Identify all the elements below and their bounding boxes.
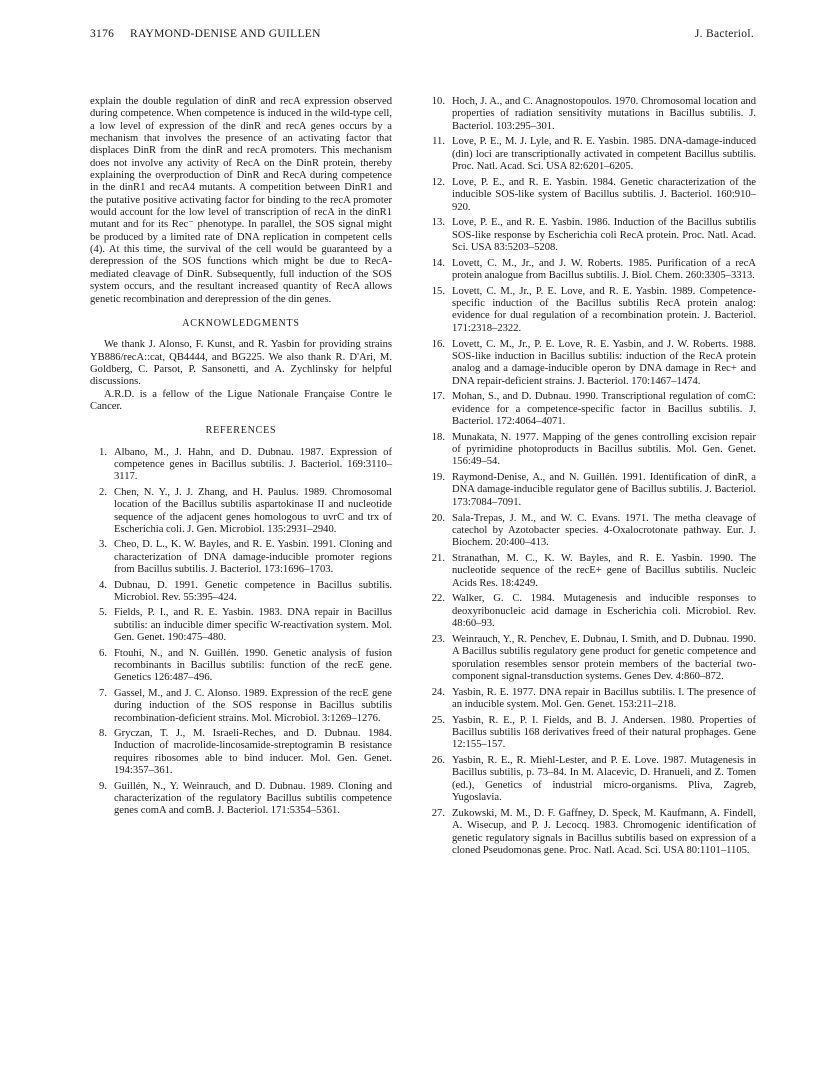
- reference-item: 10. Hoch, J. A., and C. Anagnostopoulos. 1970. Chromosomal location and properties of radiation sensitivity mutations in Bacillus subtilis. J. Bacteriol. 103:295–301.: [431, 96, 756, 132]
- reference-item: 25. Yasbin, R. E., P. I. Fields, and B. J. Andersen. 1980. Properties of Bacillus subtilis 168 derivatives freed of their natural prophages. Gene 12:155–157.: [431, 714, 756, 751]
- page-number: 3176: [90, 28, 115, 40]
- reference-item: 11. Love, P. E., M. J. Lyle, and R. E. Yasbin. 1985. DNA-damage-induced (din) loci are transcriptionally activated in competent Bacillus subtilis. Proc. Natl. Acad. Sci. USA 82:6201–6205.: [432, 136, 756, 173]
- reference-item: 4. Dubnau, D. 1991. Genetic competence in Bacillus subtilis. Microbiol. Rev. 55:395–424.: [99, 579, 392, 603]
- page-header: [90, 28, 754, 44]
- reference-item: 13. Love, P. E., and R. E. Yasbin. 1986. Induction of the Bacillus subtilis SOS-like response by Escherichia coli RecA protein. Proc. Natl. Acad. Sci. USA 83:5203–5208.: [431, 217, 756, 253]
- reference-item: 7. Gassel, M., and J. C. Alonso. 1989. Expression of the recE gene during induction of the SOS response in Bacillus subtilis recombination-deficient strains. Mol. Microbiol. 3:1269–1276.: [99, 687, 392, 724]
- running-title: RAYMOND-DENISE AND GUILLEN: [130, 28, 321, 40]
- reference-item: 18. Munakata, N. 1977. Mapping of the genes controlling excision repair of pyrimidine photoproducts in Bacillus subtilis. Mol. Gen. Genet. 156:49–54.: [431, 431, 756, 468]
- reference-item: 5. Fields, P. I., and R. E. Yasbin. 1983. DNA repair in Bacillus subtilis: an inducible dimer specific W-reactivation system. Mol. Gen. Genet. 190:475–480.: [99, 607, 392, 644]
- reference-item: 21. Stranathan, M. C., K. W. Bayles, and R. E. Yasbin. 1990. The nucleotide sequence of the recE+ gene of Bacillus subtilis. Nucleic Acids Res. 18:4249.: [431, 552, 756, 589]
- reference-item: 3. Cheo, D. L., K. W. Bayles, and R. E. Yasbin. 1991. Cloning and characterization of DNA damage-inducible promoter regions from Bacillus subtilis. J. Bacteriol. 173:1696–1703.: [99, 539, 392, 576]
- reference-item: 19. Raymond-Denise, A., and N. Guillén. 1991. Identification of dinR, a DNA damage-inducible regulator gene of Bacillus subtilis. J. Bacteriol. 173:7084–7091.: [431, 472, 756, 508]
- reference-item: 9. Guillén, N., Y. Weinrauch, and D. Dubnau. 1989. Cloning and characterization of the regulatory Bacillus subtilis competence genes comA and comB. J. Bacteriol. 171:5354–5361.: [99, 780, 392, 817]
- acknowledgments-paragraph: A.R.D. is a fellow of the Ligue Nationale Française Contre le Cancer.: [90, 388, 392, 412]
- reference-item: 20. Sala-Trepas, J. M., and W. C. Evans. 1971. The metha cleavage of catechol by Azotobacter species. 4-Oxalocrotonate pathway. Eur. J. Biochem. 20:400–413.: [431, 512, 756, 549]
- reference-item: 24. Yasbin, R. E. 1977. DNA repair in Bacillus subtilis. I. The presence of an inducible system. Mol. Gen. Genet. 153:211–218.: [431, 686, 756, 710]
- reference-item: 1. Albano, M., J. Hahn, and D. Dubnau. 1987. Expression of competence genes in Bacillus subtilis. J. Bacteriol. 169:3110–3117.: [99, 446, 392, 483]
- reference-item: 2. Chen, N. Y., J. J. Zhang, and H. Paulus. 1989. Chromosomal location of the Bacillus subtilis aspartokinase II and nucleotide sequence of the adjacent genes homologous to uvrC and trx of Escherichia coli. J. Gen. Microbiol. 135:2931–2940.: [99, 486, 392, 535]
- right-column: [428, 96, 756, 861]
- reference-item: 14. Lovett, C. M., Jr., and J. W. Roberts. 1985. Purification of a recA protein analogue from Bacillus subtilis. J. Biol. Chem. 260:3305–3313.: [431, 257, 756, 282]
- reference-item: 27. Zukowski, M. M., D. F. Gaffney, D. Speck, M. Kaufmann, A. Findell, A. Wisecup, and P. J. Lecocq. 1983. Chromogenic identification of genetic regulatory signals in Bacillus subtilis based on expression of a cloned Pseudomonas gene. Proc. Natl. Acad. Sci. USA 80:1101–1105.: [431, 807, 756, 856]
- reference-item: 17. Mohan, S., and D. Dubnau. 1990. Transcriptional regulation of comC: evidence for a competence-specific factor in Bacillus subtilis. J. Bacteriol. 172:4064–4071.: [431, 391, 756, 427]
- acknowledgments-paragraph: We thank J. Alonso, F. Kunst, and R. Yasbin for providing strains YB886/recA::cat, QB4444, and BG225. We also thank R. D'Ari, M. Goldberg, C. Parsot, P. Sansonetti, and A. Zychlinsky for helpful discussions.: [90, 339, 392, 388]
- references-heading: REFERENCES: [205, 425, 277, 437]
- reference-list: [90, 447, 392, 818]
- left-column: [90, 96, 392, 821]
- reference-item: 16. Lovett, C. M., Jr., P. E. Love, R. E. Yasbin, and J. W. Roberts. 1988. SOS-like induction in Bacillus subtilis: induction of the RecA protein analog and a damage-inducible operon by DNA damage in Rec+ and DNA repair-deficient strains. J. Bacteriol. 170:1467–1474.: [431, 338, 756, 387]
- reference-item: 23. Weinrauch, Y., R. Penchev, E. Dubnau, I. Smith, and D. Dubnau. 1990. A Bacillus subtilis regulatory gene product for genetic competence and sporulation resembles sensor protein members of the bacterial two-component signal-transduction systems. Genes Dev. 4:860–872.: [431, 633, 756, 682]
- body-paragraph: explain the double regulation of dinR and recA expression observed during competence. When competence is induced in the wild-type cell, a low level of expression of the dinR and recA genes occurs by a mechanism that involves the presence of an activating factor that displaces DinR from the dinR and recA promoters. This mechanism does not involve any activity of RecA on the DinR protein, thereby explaining the overproduction of DinR and RecA during competence in the dinR1 and recA4 mutants. A competition between DinR1 and the putative positive activating factor for binding to the recA promoter would account for the low level of transcription of recA in the dinR1 mutant and for its Rec⁻ phenotype. In parallel, the SOS signal might be produced by a limited rate of DNA replication in competent cells (4). At this time, the survival of the cell would be guaranteed by a derepression of the SOS functions which might be due to RecA-mediated cleavage of DinR. Subsequently, full induction of the SOS system occurs, and the resultant increased quantity of RecA allows genetic recombination and derepression of the din genes.: [90, 96, 392, 305]
- journal-name: J. Bacteriol.: [694, 28, 754, 40]
- reference-item: 8. Gryczan, T. J., M. Israeli-Reches, and D. Dubnau. 1984. Induction of macrolide-lincosamide-streptogramin B resistance requires ribosomes able to bind inducer. Mol. Gen. Genet. 194:357–361.: [99, 728, 392, 777]
- reference-item: 15. Lovett, C. M., Jr., P. E. Love, and R. E. Yasbin. 1989. Competence-specific induction of the Bacillus subtilis RecA protein analog: evidence for dual regulation of a recombination protein. J. Bacteriol. 171:2318–2322.: [431, 285, 756, 334]
- reference-item: 6. Ftouhi, N., and N. Guillén. 1990. Genetic analysis of fusion recombinants in Bacillus subtilis: function of the recE gene. Genetics 126:487–496.: [99, 647, 392, 684]
- acknowledgments-heading: ACKNOWLEDGMENTS: [182, 317, 300, 329]
- reference-item: 22. Walker, G. C. 1984. Mutagenesis and inducible responses to deoxyribonucleic acid damage in Escherichia coli. Microbiol. Rev. 48:60–93.: [431, 593, 756, 630]
- reference-list-continued: [428, 96, 756, 857]
- reference-item: 26. Yasbin, R. E., R. Miehl-Lester, and P. E. Love. 1987. Mutagenesis in Bacillus subtilis, p. 73–84. In M. Alacevic, D. Hranueli, and Z. Tomen (ed.), Genetics of industrial micro-organisms. Pliva, Zagreb, Yugoslavia.: [431, 755, 756, 804]
- reference-item: 12. Love, P. E., and R. E. Yasbin. 1984. Genetic characterization of the inducible SOS-like system of Bacillus subtilis. J. Bacteriol. 160:910–920.: [431, 176, 756, 213]
